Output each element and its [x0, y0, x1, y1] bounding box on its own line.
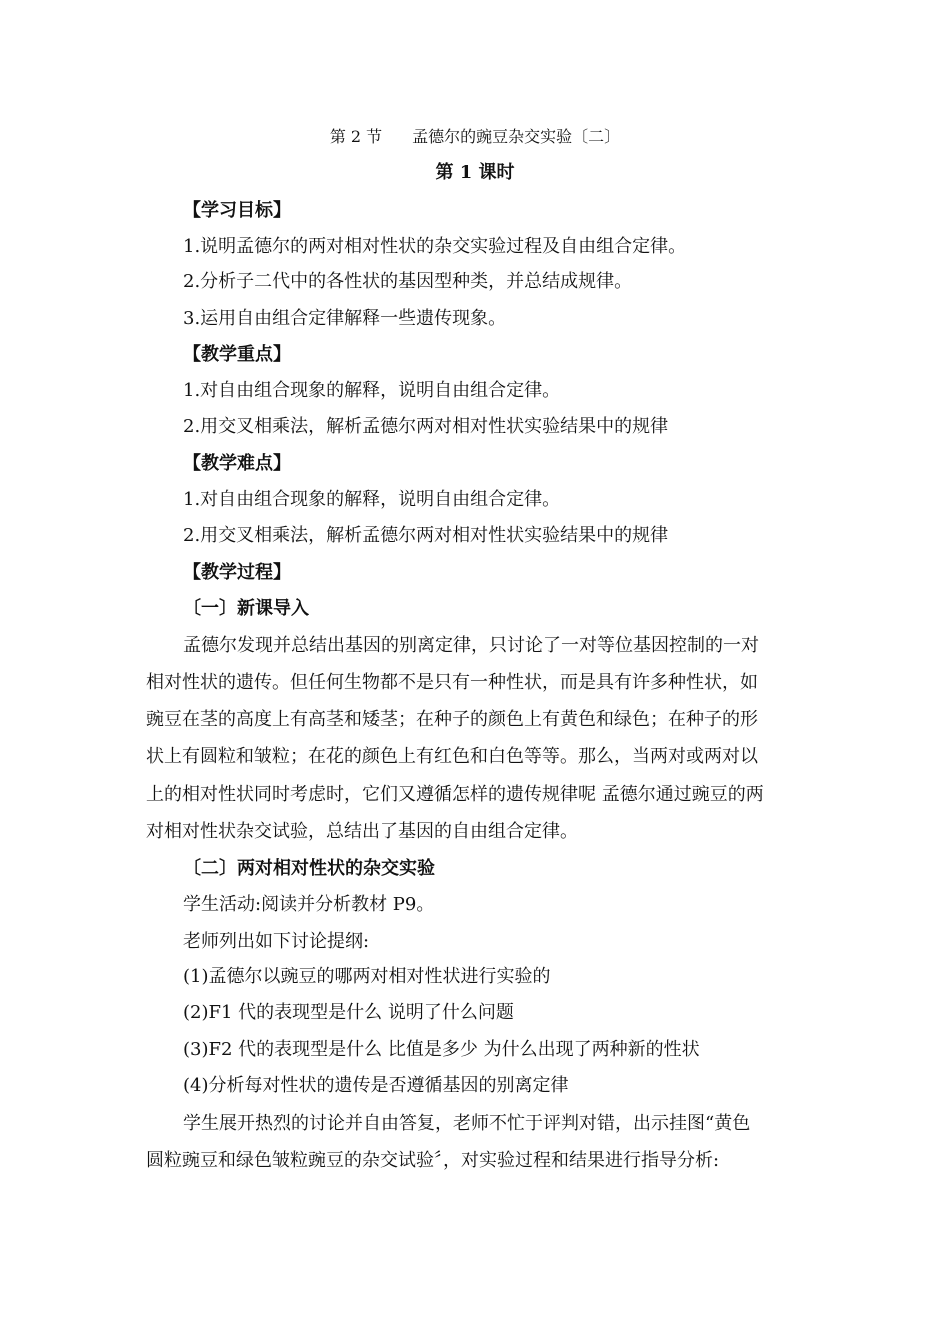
paragraph-line: 对相对性状杂交试验，总结出了基因的自由组合定律。	[146, 821, 578, 842]
discussion-question: (3)F2 代的表现型是什么 比值是多少 为什么出现了两种新的性状	[183, 1039, 700, 1060]
discussion-question: (2)F1 代的表现型是什么 说明了什么问题	[183, 1002, 514, 1023]
section-name: 孟德尔的豌豆杂交实验〔二〕	[412, 127, 621, 146]
part1-heading: 〔一〕新课导入	[183, 598, 309, 619]
discussion-question: (1)孟德尔以豌豆的哪两对相对性状进行实验的	[183, 966, 551, 987]
objectives-heading: 【学习目标】	[183, 200, 291, 221]
outline-intro: 老师列出如下讨论提纲:	[183, 931, 370, 952]
paragraph-line: 豌豆在茎的高度上有高茎和矮茎；在种子的颜色上有黄色和绿色；在种子的形	[146, 709, 758, 730]
difficulties-heading: 【教学难点】	[183, 453, 291, 474]
objective-item: 2.分析子二代中的各性状的基因型种类，并总结成规律。	[183, 271, 633, 292]
section-title	[0, 125, 950, 149]
difficulty-item: 2.用交叉相乘法，解析孟德尔两对相对性状实验结果中的规律	[183, 525, 669, 546]
key-point-item: 1.对自由组合现象的解释，说明自由组合定律。	[183, 380, 561, 401]
lesson-title: 第 1 课时	[435, 162, 515, 183]
part2-heading: 〔二〕两对相对性状的杂交实验	[183, 858, 435, 879]
paragraph-line: 相对性状的遗传。但任何生物都不是只有一种性状，而是具有许多种性状，如	[146, 672, 758, 693]
discussion-question: (4)分析每对性状的遗传是否遵循基因的别离定律	[183, 1075, 569, 1096]
process-heading: 【教学过程】	[183, 562, 291, 583]
student-activity: 学生活动:阅读并分析教材 P9。	[183, 894, 435, 915]
section-number: 第 2 节	[329, 127, 383, 146]
key-points-heading: 【教学重点】	[183, 344, 291, 365]
difficulty-item: 1.对自由组合现象的解释，说明自由组合定律。	[183, 489, 561, 510]
paragraph-line: 孟德尔发现并总结出基因的别离定律，只讨论了一对等位基因控制的一对	[183, 635, 759, 656]
objective-item: 1.说明孟德尔的两对相对性状的杂交实验过程及自由组合定律。	[183, 236, 687, 257]
paragraph-line: 上的相对性状同时考虑时，它们又遵循怎样的遗传规律呢 孟德尔通过豌豆的两	[146, 784, 764, 805]
paragraph-line: 圆粒豌豆和绿色皱粒豌豆的杂交试验〞，对实验过程和结果进行指导分析:	[146, 1150, 720, 1171]
objective-item: 3.运用自由组合定律解释一些遗传现象。	[183, 308, 507, 329]
key-point-item: 2.用交叉相乘法，解析孟德尔两对相对性状实验结果中的规律	[183, 416, 669, 437]
paragraph-line: 学生展开热烈的讨论并自由答复，老师不忙于评判对错，出示挂图“黄色	[183, 1113, 751, 1134]
paragraph-line: 状上有圆粒和皱粒；在花的颜色上有红色和白色等等。那么，当两对或两对以	[146, 746, 758, 767]
